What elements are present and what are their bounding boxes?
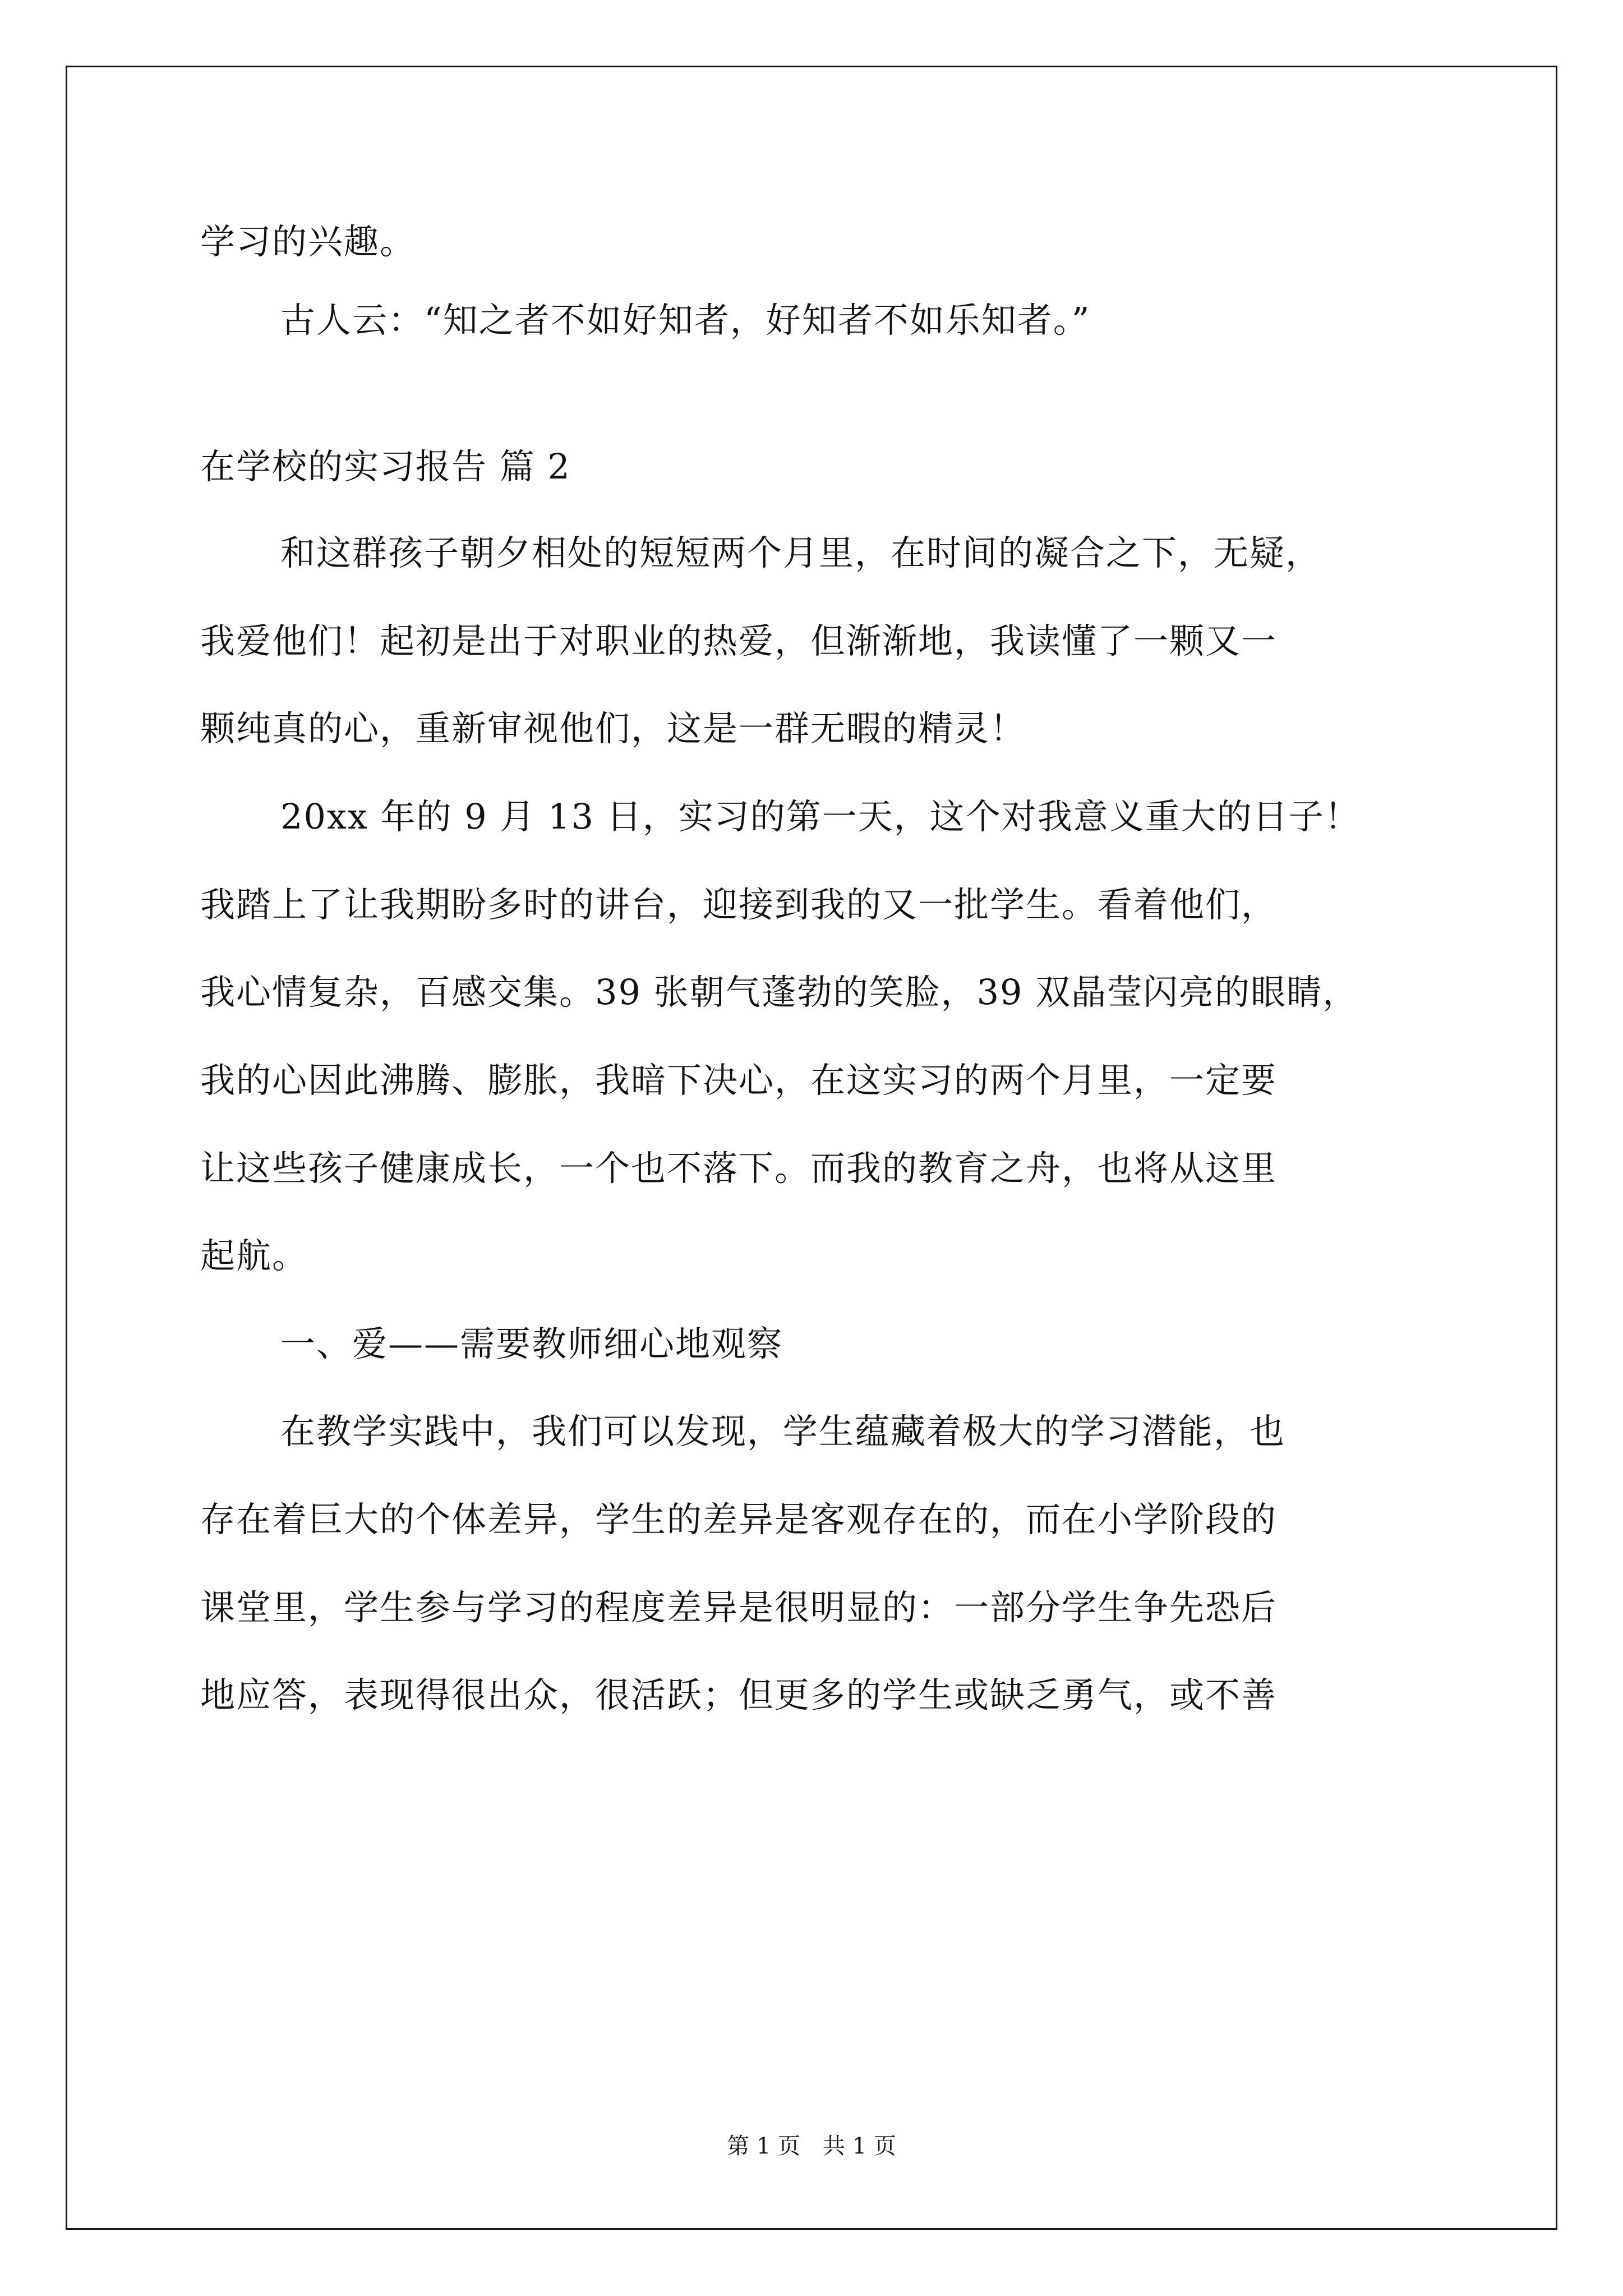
body-text-line: 我踏上了让我期盼多时的讲台，迎接到我的又一批学生。看着他们， [200, 884, 1278, 925]
subsection-heading: 一、爱——需要教师细心地观察 [280, 1323, 783, 1364]
body-text-line: 课堂里，学生参与学习的程度差异是很明显的：一部分学生争先恐后 [200, 1587, 1278, 1628]
body-text-line: 我爱他们！起初是出于对职业的热爱，但渐渐地，我读懂了一颗又一 [200, 620, 1278, 661]
page-footer: 第 1 页 共 1 页 [727, 2133, 896, 2159]
body-text-line: 在教学实践中，我们可以发现，学生蕴藏着极大的学习潜能，也 [280, 1411, 1286, 1452]
body-text-line: 20xx 年的 9 月 13 日，实习的第一天，这个对我意义重大的日子！ [280, 796, 1361, 837]
body-text-line: 和这群孩子朝夕相处的短短两个月里，在时间的凝合之下，无疑， [280, 532, 1322, 573]
body-text-line: 颗纯真的心，重新审视他们，这是一群无暇的精灵！ [200, 708, 1026, 749]
body-text-line: 起航。 [200, 1235, 308, 1276]
body-text-line: 学习的兴趣。 [200, 221, 416, 262]
body-text-line: 让这些孩子健康成长，一个也不落下。而我的教育之舟，也将从这里 [200, 1148, 1278, 1189]
body-text-line: 我心情复杂，百感交集。39 张朝气蓬勃的笑脸，39 双晶莹闪亮的眼睛， [200, 972, 1359, 1013]
body-text-line: 存在着巨大的个体差异，学生的差异是客观存在的，而在小学阶段的 [200, 1499, 1278, 1540]
body-text-line: 我的心因此沸腾、膨胀，我暗下决心，在这实习的两个月里，一定要 [200, 1060, 1278, 1101]
section-heading: 在学校的实习报告 篇 2 [200, 446, 571, 487]
quote-text-line: 古人云：“知之者不如好知者，好知者不如乐知者。” [280, 300, 1091, 341]
body-text-line: 地应答，表现得很出众，很活跃；但更多的学生或缺乏勇气，或不善 [200, 1674, 1278, 1715]
